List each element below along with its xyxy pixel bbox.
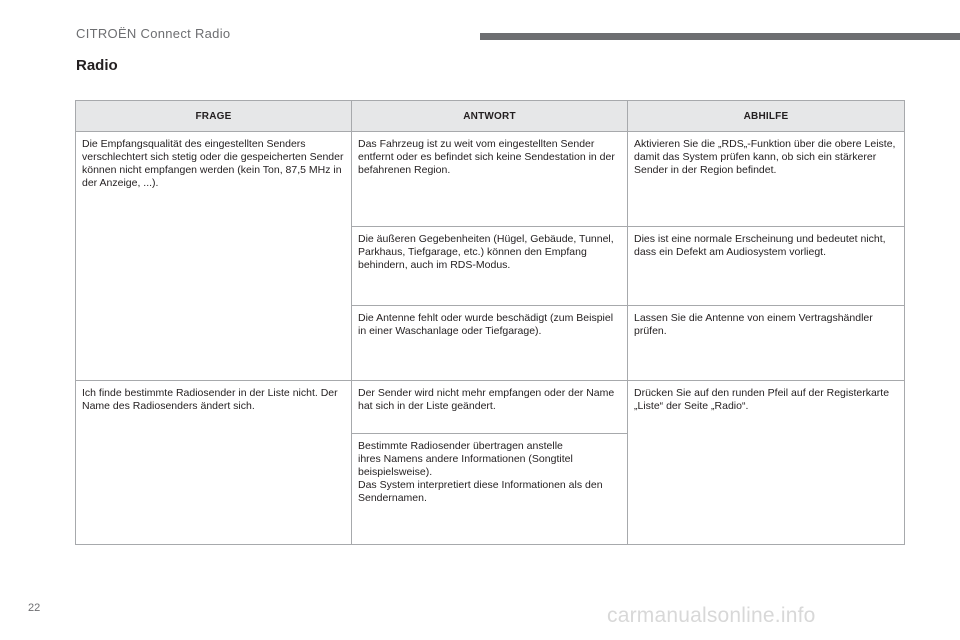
answer-line: Sendernamen.	[358, 492, 427, 504]
answer-line: Bestimmte Radiosender übertragen anstelle	[358, 440, 563, 452]
question-cell: Ich finde bestimmte Radiosender in der Liste nicht. Der Name des Radiosenders ändert sich.	[76, 381, 352, 545]
header-bar	[480, 33, 960, 40]
table-row	[76, 132, 905, 227]
page-number: 22	[28, 602, 41, 614]
column-header-frage: FRAGE	[76, 101, 352, 132]
question-cell: Die Empfangsqualität des eingestellten Senders verschlechtert sich stetig oder die gespeicherten Sender können nicht empfangen werden (kein Ton, 87,5 MHz in der Anzeige, ...).	[76, 132, 352, 381]
answer-cell: Das Fahrzeug ist zu weit vom eingestellten Sender entfernt oder es befindet sich keine Sendestation in der befahrenen Region.	[352, 132, 628, 227]
table-row	[76, 381, 905, 434]
answer-cell: Die äußeren Gegebenheiten (Hügel, Gebäude, Tunnel, Parkhaus, Tiefgarage, etc.) können den Empfang behindern, auch im RDS-Modus.	[352, 226, 628, 305]
answer-cell: Die Antenne fehlt oder wurde beschädigt (zum Beispiel in einer Waschanlage oder Tiefgarage).	[352, 305, 628, 381]
column-header-abhilfe: ABHILFE	[628, 101, 905, 132]
answer-cell: Der Sender wird nicht mehr empfangen oder der Name hat sich in der Liste geändert.	[352, 381, 628, 434]
troubleshooting-table	[75, 100, 905, 545]
column-header-antwort: ANTWORT	[352, 101, 628, 132]
running-header-title: CITROËN Connect Radio	[76, 26, 231, 41]
solution-cell: Lassen Sie die Antenne von einem Vertragshändler prüfen.	[628, 305, 905, 381]
solution-cell: Drücken Sie auf den runden Pfeil auf der Registerkarte „Liste“ der Seite „Radio“.	[628, 381, 905, 545]
table-header-row	[76, 101, 905, 132]
watermark: carmanualsonline.info	[607, 604, 816, 627]
answer-line: ihres Namens andere Informationen (Songtitel	[358, 453, 573, 465]
answer-line: Das System interpretiert diese Informationen als den	[358, 479, 603, 491]
answer-line: beispielsweise).	[358, 466, 433, 478]
section-title: Radio	[76, 57, 118, 74]
solution-cell: Aktivieren Sie die „RDS„-Funktion über die obere Leiste, damit das System prüfen kann, ob sich ein stärkerer Sender in der Region befindet.	[628, 132, 905, 227]
solution-cell: Dies ist eine normale Erscheinung und bedeutet nicht, dass ein Defekt am Audiosystem vorliegt.	[628, 226, 905, 305]
answer-cell	[352, 434, 628, 545]
